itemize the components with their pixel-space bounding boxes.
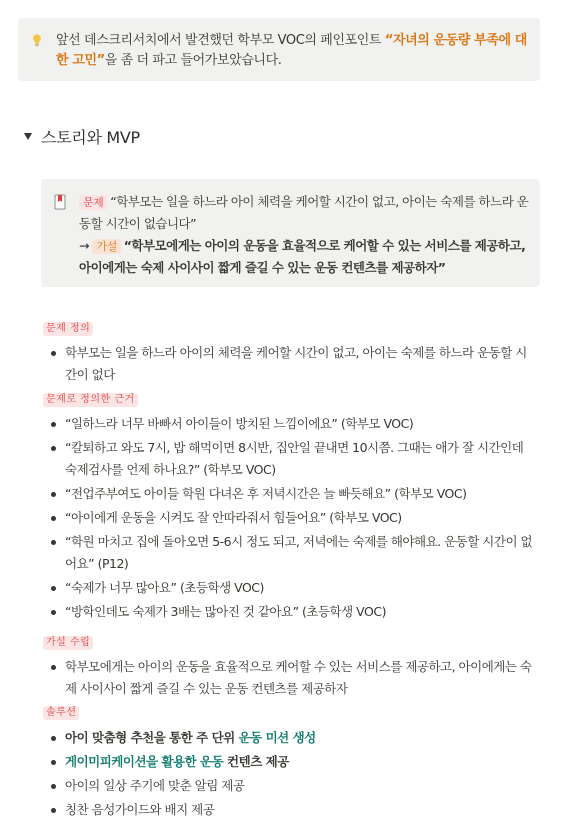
intro-text: 앞선 데스크리서치에서 발견했던 학부모 VOC의 페인포인트 “자녀의 운동량 부족에 대한 고민”을 좀 더 파고 들어가보았습니다.	[56, 33, 527, 68]
story-callout	[41, 179, 540, 287]
list-item: “학원 마치고 집에 돌아오면 5-6시 정도 되고, 저녁에는 숙제를 해야해요. 운동할 시간이 없어요” (P12)	[48, 531, 538, 575]
hypothesis-list	[48, 656, 538, 702]
list-item: 칭찬 음성가이드와 배지 제공	[48, 799, 538, 821]
problem-tag: 문제	[79, 195, 107, 210]
list-item: “일하느라 너무 바빠서 아이들이 방치된 느낌이에요” (학부모 VOC)	[48, 413, 538, 435]
solution-list	[48, 727, 538, 823]
evidence-list	[48, 413, 538, 625]
list-item: 학부모는 일을 하느라 아이의 체력을 케어할 시간이 없고, 아이는 숙제를 하느라 운동할 시간이 없다	[48, 342, 538, 386]
list-item: “방학인데도 숙제가 3배는 많아진 것 같아요” (초등학생 VOC)	[48, 601, 538, 623]
list-item: 학부모에게는 아이의 운동을 효율적으로 케어할 수 있는 서비스를 제공하고, 아이에게는 숙제 사이사이 짧게 즐길 수 있는 운동 컨텐츠를 제공하자	[48, 656, 538, 700]
problem-text: “학부모는 일을 하느라 아이 체력을 케어할 시간이 없고, 아이는 숙제를 하느라 운동할 시간이 없습니다”	[79, 194, 529, 231]
list-item: 게이미피케이션을 활용한 운동 컨텐츠 제공	[48, 751, 538, 773]
lightbulb-icon	[30, 33, 44, 47]
label-evidence: 문제로 정의한 근거	[43, 393, 138, 407]
list-item: “아이에게 운동을 시켜도 잘 안따라줘서 힘들어요” (학부모 VOC)	[48, 507, 538, 529]
problem-definition-list	[48, 342, 538, 388]
list-item: 아이의 일상 주기에 맞춘 알림 제공	[48, 775, 538, 797]
list-item: “칼퇴하고 와도 7시, 밥 해먹이면 8시반, 집안일 끝내면 10시쯤. 그때는 애가 잘 시간인데 숙제검사를 언제 하나요?” (학부모 VOC)	[48, 437, 538, 481]
story-text: 문제 “학부모는 일을 하느라 아이 체력을 케어할 시간이 없고, 아이는 숙제를 하느라 운동할 시간이 없습니다” → 가설 “학부모에게는 아이의 운동을 효율적으로 케어할 수 있는 서비스를 제공하고, 아이에게는 숙제 사이사이 짧게 즐길 수 있는 운동 컨텐츠를 제공하자”	[79, 194, 529, 275]
list-item: 아이 맞춤형 추천을 통한 주 단위 운동 미션 생성	[48, 727, 538, 749]
hypothesis-tag: 가설	[92, 239, 120, 254]
intro-highlight: “자녀의 운동량 부족에 대한 고민”	[56, 33, 527, 68]
toggle-title: 스토리와 MVP	[41, 127, 140, 147]
hypothesis-text: “학부모에게는 아이의 운동을 효율적으로 케어할 수 있는 서비스를 제공하고, 아이에게는 숙제 사이사이 짧게 즐길 수 있는 운동 컨텐츠를 제공하자”	[79, 238, 526, 275]
list-item: “숙제가 너무 많아요” (초등학생 VOC)	[48, 577, 538, 599]
intro-callout	[18, 18, 540, 81]
bookmark-icon	[54, 194, 66, 210]
label-hypothesis: 가설 수립	[43, 636, 93, 650]
label-solution: 솔루션	[43, 706, 79, 720]
toggle-arrow-icon[interactable]	[24, 133, 32, 140]
toggle-story-mvp[interactable]	[24, 124, 140, 148]
list-item: “전업주부여도 아이들 학원 다녀온 후 저녁시간은 늘 빠듯해요” (학부모 VOC)	[48, 483, 538, 505]
label-problem-definition: 문제 정의	[43, 322, 93, 336]
